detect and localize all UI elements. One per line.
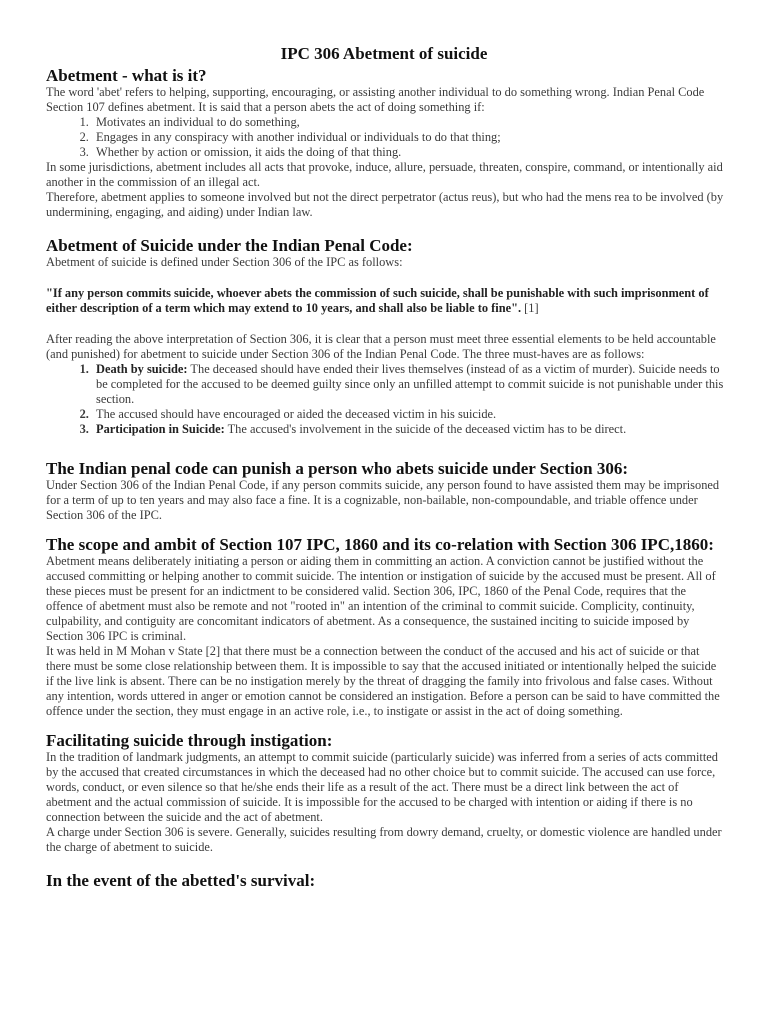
paragraph: After reading the above interpretation of Section 306, it is clear that a person must meet three essential elements to be held accountable (and punished) for abetment to suicide under Section 306 of the Indian Penal Code. The three must-haves are as follows: bbox=[46, 332, 716, 361]
list-item: 2. Engages in any conspiracy with another individual or individuals to do that thing; bbox=[92, 130, 726, 145]
item-text: The accused should have encouraged or aided the deceased victim in his suicide. bbox=[96, 407, 497, 421]
paragraph: It was held in M Mohan v State [2] that there must be a connection between the conduct of the accused and his act of suicide or that there must be some close relationship between them. It is impossible to say that the accused initiated or intentionally helped the suicide if the live link is absent. There can be no instigation merely by the threat of dragging the family into frivolous and false cases. Without any intention, words uttered in anger or emotion cannot be considered an instigation. Before a person can be said to have committed the offence under the section, they must engage in an active role, i.e., to instigate or assist in the act of doing something. bbox=[46, 644, 720, 718]
item-text: The deceased should have ended their lives themselves (instead of as a victim of murder). Suicide needs to be completed for the accused to be deemed guilty since only an unfilled attempt to commit suicide is not punishable under this section. bbox=[96, 362, 724, 406]
list-item bbox=[92, 422, 726, 437]
footnote-ref: [1] bbox=[521, 301, 539, 315]
list-item: 3. Whether by action or omission, it aids the doing of that thing. bbox=[92, 145, 726, 160]
item-label: Death by suicide: bbox=[96, 362, 188, 376]
item-label: Participation in Suicide: bbox=[96, 422, 225, 436]
paragraph: A charge under Section 306 is severe. Generally, suicides resulting from dowry demand, cruelty, or domestic violence are handled under the charge of abetment to suicide. bbox=[46, 825, 722, 854]
paragraph: Under Section 306 of the Indian Penal Code, if any person commits suicide, any person found to have assisted them may be imprisoned for a term of up to ten years and may also face a fine. It is a cognizable, non-bailable, non-compoundable, and triable offence under Section 306 of the IPC. bbox=[46, 478, 720, 522]
section-heading-abetment: Abetment - what is it? bbox=[46, 66, 207, 85]
paragraph: Abetment of suicide is defined under Section 306 of the IPC as follows: bbox=[46, 255, 403, 269]
paragraph: Abetment means deliberately initiating a person or aiding them in committing an action. A conviction cannot be justified without the accused committing or helping another to commit suicide. The intention or instigation of suicide by the accused must be present. All of these pieces must be present for an indictment to be considered valid. Section 306, IPC, 1860 of the Penal Code, requires that the offence of abetment must also be remote and not "rooted in" an intention of the criminal to commit suicide. Complicity, continuity, culpability, and contiguity are concomitant indicators of abetment. As a consequence, the sustained inciting to suicide imposed by Section 306 IPC is criminal. bbox=[46, 554, 716, 643]
document-title: IPC 306 Abetment of suicide bbox=[280, 44, 488, 63]
section-heading-punishment: The Indian penal code can punish a person who abets suicide under Section 306: bbox=[46, 459, 629, 478]
paragraph: Therefore, abetment applies to someone involved but not the direct perpetrator (actus reus), but who had the mens rea to be involved (by undermining, engaging, and aiding) under Indian law. bbox=[46, 190, 724, 219]
section-heading-instigation: Facilitating suicide through instigation: bbox=[46, 731, 333, 750]
section-306-quote bbox=[46, 286, 726, 316]
item-text: The accused's involvement in the suicide of the deceased victim has to be direct. bbox=[224, 422, 627, 436]
list-item: 1. Motivates an individual to do something, bbox=[92, 115, 726, 130]
paragraph: In the tradition of landmark judgments, an attempt to commit suicide (particularly suicide) was inferred from a series of acts committed by the accused that created circumstances in which the deceased had no other choice but to commit suicide. The accused can use force, words, conduct, or even silence so that he/she ends their life as a result of the act. There must be a direct link between the act of abetment and the actual commission of suicide. It is impossible for the accused to be charged with intention or aiding if there is no connection between the suicide and the act of abetment. bbox=[46, 750, 718, 824]
quote-text: "If any person commits suicide, whoever abets the commission of such suicide, shall be punishable with such imprisonment of either description of a term which may extend to 10 years, and shall also be liable to fine". bbox=[46, 286, 709, 315]
section-heading-scope: The scope and ambit of Section 107 IPC, 1860 and its co-relation with Section 306 IPC,1860: bbox=[46, 535, 714, 554]
list-item bbox=[92, 407, 726, 422]
abet-conditions-list bbox=[46, 115, 726, 160]
paragraph: In some jurisdictions, abetment includes all acts that provoke, induce, allure, persuade, threaten, conspire, command, or intentionally aid another in the commission of an illegal act. bbox=[46, 160, 723, 189]
essential-elements-list bbox=[46, 362, 726, 437]
list-item bbox=[92, 362, 726, 407]
document-body bbox=[46, 66, 726, 890]
section-heading-abetment-of-suicide: Abetment of Suicide under the Indian Penal Code: bbox=[46, 236, 413, 255]
section-heading-survival: In the event of the abetted's survival: bbox=[46, 871, 316, 890]
paragraph: The word 'abet' refers to helping, supporting, encouraging, or assisting another individual to do something wrong. Indian Penal Code Section 107 defines abetment. It is said that a person abets the act of doing something if: bbox=[46, 85, 705, 114]
